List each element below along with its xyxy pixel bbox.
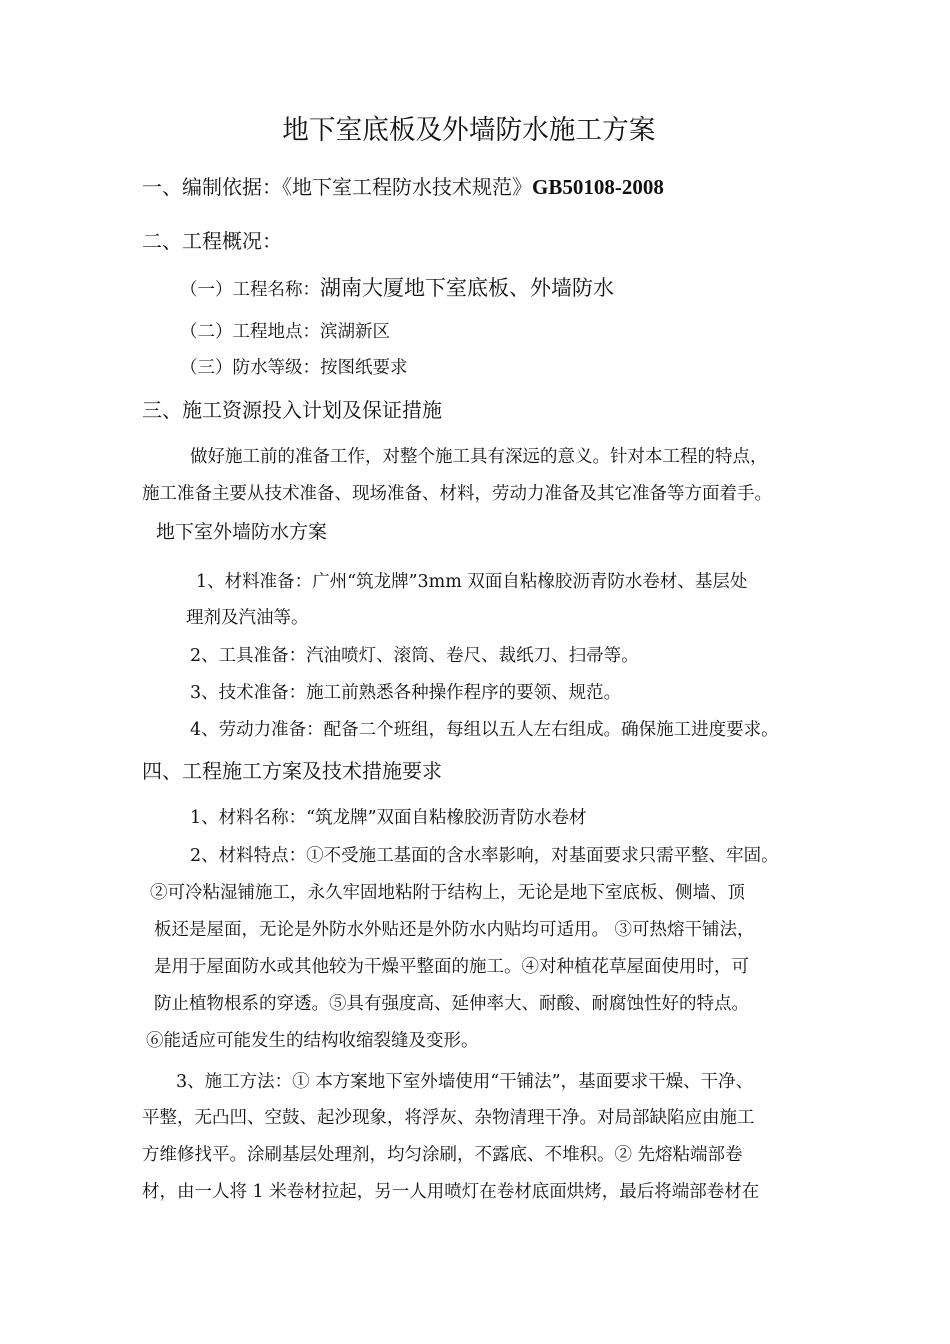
material-features-line-1: 2、材料特点：①不受施工基面的含水率影响，对基面要求只需平整、牢固。: [190, 846, 779, 866]
method-line-3: 方维修找平。涂刷基层处理剂，均匀涂刷，不露底、不堆积。② 先熔粘端部卷: [142, 1145, 743, 1165]
prep-item-3: 3、技术准备：施工前熟悉各种操作程序的要领、规范。: [190, 683, 622, 703]
project-name-label: （一）工程名称：: [180, 280, 320, 300]
section-4-heading: 四、工程施工方案及技术措施要求: [142, 759, 442, 783]
material-name: 1、材料名称：“筑龙牌”双面自粘橡胶沥青防水卷材: [190, 808, 587, 828]
method-line-2: 平整，无凸凹、空鼓、起沙现象，将浮灰、杂物清理干净。对局部缺陷应由施工: [142, 1108, 755, 1128]
material-features-line-6: ⑥能适应可能发生的结构收缩裂缝及变形。: [146, 1031, 479, 1051]
material-features-line-3: 板还是屋面，无论是外防水外贴还是外防水内贴均可适用。 ③可热熔干铺法，: [154, 920, 755, 940]
prep-item-2: 2、工具准备：汽油喷灯、滚筒、卷尺、裁纸刀、扫帚等。: [190, 646, 639, 666]
project-site: （二）工程地点：滨湖新区: [180, 322, 390, 342]
prep-item-4: 4、劳动力准备：配备二个班组，每组以五人左右组成。确保施工进度要求。: [190, 720, 779, 740]
document-title: 地下室底板及外墙防水施工方案: [282, 115, 656, 146]
project-name-line: [180, 276, 614, 302]
section-3-paragraph-2: 施工准备主要从技术准备、现场准备、材料，劳动力准备及其它准备等方面着手。: [142, 484, 772, 504]
section-2-heading: 二、工程概况：: [142, 229, 282, 253]
waterproof-grade: （三）防水等级：按图纸要求: [180, 358, 408, 378]
material-features-line-4: 是用于屋面防水或其他较为干燥平整面的施工。④对种植花草屋面使用时，可: [154, 957, 749, 977]
section-1-heading: [142, 173, 664, 201]
prep-item-1-line-1: 1、材料准备：广州“筑龙牌”3mm 双面自粘橡胶沥青防水卷材、基层处: [196, 572, 748, 592]
prep-item-1-line-2: 理剂及汽油等。: [186, 608, 309, 628]
wall-waterproof-subheading: 地下室外墙防水方案: [156, 521, 328, 543]
material-features-line-2: ②可冷粘湿铺施工，永久牢固地粘附于结构上，无论是地下室底板、侧墙、顶: [150, 883, 745, 903]
section-1-heading-text: 一、编制依据：《地下室工程防水技术规范》: [142, 175, 532, 199]
section-3-paragraph-1: 做好施工前的准备工作，对整个施工具有深远的意义。针对本工程的特点，: [190, 447, 768, 467]
project-name-value: 湖南大厦地下室底板、外墙防水: [320, 276, 614, 300]
standard-code: GB50108-2008: [532, 175, 664, 199]
method-line-4: 材，由一人将 1 米卷材拉起，另一人用喷灯在卷材底面烘烤，最后将端部卷材在: [142, 1182, 760, 1202]
section-3-heading: 三、施工资源投入计划及保证措施: [142, 398, 442, 422]
method-line-1: 3、施工方法：① 本方案地下室外墙使用“干铺法”，基面要求干燥、干净、: [176, 1072, 754, 1092]
material-features-line-5: 防止植物根系的穿透。⑤具有强度高、延伸率大、耐酸、耐腐蚀性好的特点。: [154, 994, 749, 1014]
